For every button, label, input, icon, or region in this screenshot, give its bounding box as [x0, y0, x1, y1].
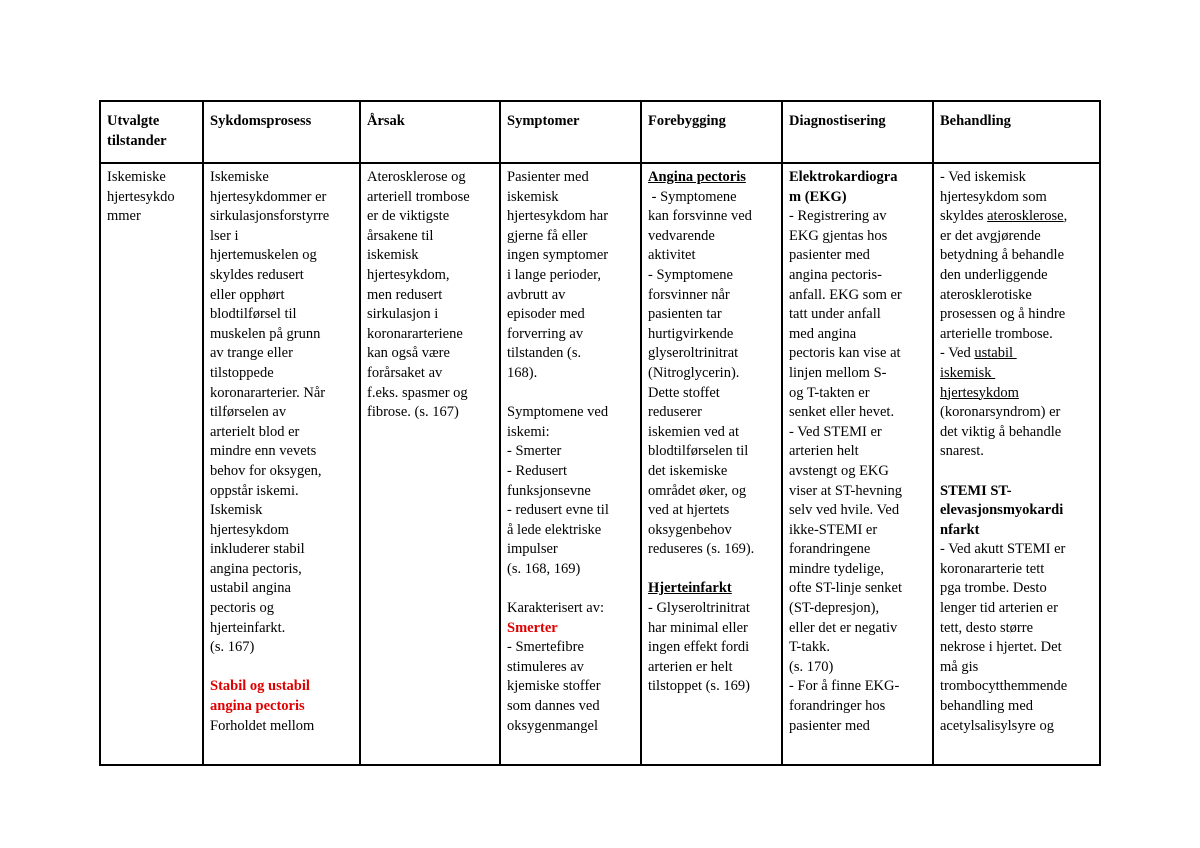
- cell-text-line: - redusert evne til: [507, 502, 609, 519]
- cell-text-line: f.eks. spasmer og: [367, 384, 468, 401]
- cell-text-line: pectoris kan vise at: [789, 345, 901, 362]
- cell-text-line: behandling med: [940, 698, 1034, 715]
- cell-text-line: pasienten tar: [648, 306, 722, 323]
- cell-text-line: pga trombe. Desto: [940, 580, 1047, 597]
- cell-text-line: kan forsvinne ved: [648, 208, 752, 225]
- cell-text-line: - Registrering av: [789, 208, 887, 225]
- cell-text-line: ingen symptomer: [507, 247, 609, 264]
- cell-text-line: lenger tid arterien er: [940, 600, 1058, 617]
- body-cell: [500, 163, 641, 765]
- cell-text-line: EKG gjentas hos: [789, 227, 888, 244]
- cell-text-line: Symptomene ved: [507, 404, 609, 421]
- cell-text-line: Elektrokardiogra: [789, 169, 898, 185]
- cell-text-line: Angina pectoris: [648, 169, 746, 185]
- cell-text-line: iskemien ved at: [648, 423, 740, 440]
- header-cell: Symptomer: [500, 101, 641, 163]
- cell-text-line: pasienter med: [789, 247, 870, 264]
- cell-text-line: mindre tydelige,: [789, 560, 885, 577]
- cell-text-line: forandringer hos: [789, 698, 886, 715]
- cell-text-line: selv ved hvile. Ved: [789, 502, 900, 519]
- cell-text-line: forsvinner når: [648, 286, 730, 303]
- conditions-table: [99, 100, 1101, 766]
- cell-text-line: iskemi:: [507, 423, 550, 440]
- cell-text-line: - For å finne EKG-: [789, 678, 900, 695]
- cell-text-line: arterielt blod er: [210, 423, 300, 440]
- cell-text-line: nfarkt: [940, 521, 980, 538]
- cell-text-line: er det avgjørende: [940, 227, 1041, 244]
- cell-text-line: stimuleres av: [507, 658, 584, 675]
- cell-text-line: Dette stoffet: [648, 384, 720, 401]
- cell-text-line: arterielle trombose.: [940, 325, 1053, 342]
- cell-text-line: - Smerter: [507, 443, 562, 460]
- cell-text-line: 168).: [507, 364, 538, 381]
- cell-text-line: ingen effekt fordi: [648, 639, 750, 656]
- cell-text-line: hjertesykdommer er: [210, 188, 327, 205]
- cell-text-line: sirkulasjonsforstyrre: [210, 208, 330, 225]
- cell-text-line: må gis: [940, 658, 979, 675]
- header-cell: Behandling: [933, 101, 1100, 163]
- cell-text-line: blodtilførsel til: [210, 306, 297, 323]
- cell-text-line: oksygenmangel: [507, 717, 599, 734]
- cell-text-line: tilstanden (s.: [507, 345, 582, 362]
- cell-text-line: vedvarende: [648, 227, 715, 244]
- cell-text-line: ofte ST-linje senket: [789, 580, 903, 597]
- cell-text-line: angina pectoris,: [210, 560, 302, 577]
- cell-text-line: angina pectoris: [210, 698, 305, 715]
- cell-text-line: viser at ST-hevning: [789, 482, 903, 499]
- cell-text-line: hjerteinfarkt.: [210, 619, 286, 636]
- cell-text-line: ustabil angina: [210, 580, 291, 597]
- cell-text-line: [507, 579, 636, 599]
- cell-text-line: den underliggende: [940, 266, 1048, 283]
- cell-text-line: blodtilførselen til: [648, 443, 749, 460]
- cell-text-line: av trange eller: [210, 345, 293, 362]
- cell-text-line: nekrose i hjertet. Det: [940, 639, 1062, 656]
- cell-text-line: arterien er helt: [648, 658, 733, 675]
- cell-text-line: Aterosklerose og: [367, 169, 466, 185]
- cell-text-line: koronararterier. Når: [210, 384, 326, 401]
- cell-text-line: aterosklerotiske: [940, 286, 1032, 303]
- cell-text-line: funksjonsevne: [507, 482, 591, 499]
- cell-text-line: linjen mellom S-: [789, 364, 887, 381]
- cell-text-line: inkluderer stabil: [210, 541, 305, 558]
- cell-text-line: kan også være: [367, 345, 450, 362]
- cell-text-line: anfall. EKG som er: [789, 286, 902, 303]
- cell-text-line: oksygenbehov: [648, 521, 732, 538]
- cell-text-line: - Redusert: [507, 462, 567, 479]
- cell-text-line: årsakene til: [367, 227, 434, 244]
- header-cell: Diagnostisering: [782, 101, 933, 163]
- cell-text-line: - Ved STEMI er: [789, 423, 882, 440]
- cell-text-line: - Glyseroltrinitrat: [648, 600, 750, 617]
- cell-text-line: området øker, og: [648, 482, 747, 499]
- cell-text-line: forandringene: [789, 541, 871, 558]
- cell-text-line: snarest.: [940, 443, 984, 460]
- cell-text-line: acetylsalisylsyre og: [940, 717, 1054, 734]
- cell-text-line: - Ved iskemisk: [940, 169, 1026, 185]
- cell-text-line: (Nitroglycerin).: [648, 364, 740, 381]
- cell-text-line: arterien helt: [789, 443, 859, 460]
- cell-text-line: [507, 384, 636, 404]
- cell-text-line: skyldes redusert: [210, 266, 304, 283]
- cell-text-line: pasienter med: [789, 717, 870, 734]
- cell-text-line: hjertesykdom har: [507, 208, 609, 225]
- cell-text-line: men redusert: [367, 286, 443, 303]
- cell-text-line: behov for oksygen,: [210, 462, 322, 479]
- cell-text-line: Iskemisk: [210, 502, 263, 519]
- cell-text-line: mindre enn vevets: [210, 443, 317, 460]
- cell-text-line: i lange perioder,: [507, 266, 602, 283]
- cell-text-line: å lede elektriske: [507, 521, 602, 538]
- cell-text-line: mmer: [107, 208, 141, 225]
- cell-text-line: - Smertefibre: [507, 639, 584, 656]
- cell-text-line: og T-takten er: [789, 384, 870, 401]
- cell-text-line: impulser: [507, 541, 558, 558]
- cell-text-line: (s. 167): [210, 639, 255, 656]
- cell-text-line: - Symptomene: [648, 266, 733, 283]
- cell-text-line: er de viktigste: [367, 208, 450, 225]
- cell-text-line: (s. 168, 169): [507, 560, 581, 577]
- cell-text-line: - Symptomene: [648, 188, 737, 205]
- cell-text-line: iskemisk: [940, 364, 996, 381]
- cell-text-line: - Ved akutt STEMI er: [940, 541, 1066, 558]
- cell-text-line: hjertesykdom som: [940, 188, 1047, 205]
- cell-text-line: senket eller hevet.: [789, 404, 895, 421]
- cell-text-line: m (EKG): [789, 188, 847, 205]
- cell-text-line: hjertemuskelen og: [210, 247, 317, 264]
- cell-text-line: tilstoppet (s. 169): [648, 678, 750, 695]
- cell-text-line: (s. 170): [789, 658, 834, 675]
- cell-text-line: tett, desto større: [940, 619, 1034, 636]
- cell-text-line: Iskemiske: [107, 169, 166, 185]
- body-cell: [100, 163, 203, 765]
- header-cell: Sykdomsprosess: [203, 101, 360, 163]
- cell-text-line: trombocytthemmende: [940, 678, 1068, 695]
- cell-text-line: episoder med: [507, 306, 585, 323]
- cell-text-line: iskemisk: [367, 247, 419, 264]
- cell-text-line: avbrutt av: [507, 286, 566, 303]
- cell-text-line: reduseres (s. 169).: [648, 541, 755, 558]
- cell-text-line: koronararteriene: [367, 325, 463, 342]
- cell-text-line: (ST-depresjon),: [789, 600, 880, 617]
- body-cell: [641, 163, 782, 765]
- cell-text-line: T-takk.: [789, 639, 830, 656]
- cell-text-line: hjertesykdom: [210, 521, 289, 538]
- cell-text-line: sirkulasjon i: [367, 306, 439, 323]
- cell-text-line: hjertesykdom: [940, 384, 1019, 401]
- cell-text-line: Hjerteinfarkt: [648, 580, 732, 597]
- body-cell: [933, 163, 1100, 765]
- table-row: [100, 163, 1100, 765]
- cell-text-line: aktivitet: [648, 247, 696, 264]
- header-cell: Forebygging: [641, 101, 782, 163]
- cell-text-line: forårsaket av: [367, 364, 443, 381]
- cell-text-line: angina pectoris-: [789, 266, 883, 283]
- cell-text-line: koronararterie tett: [940, 560, 1045, 577]
- cell-text-line: [940, 462, 1095, 482]
- cell-text-line: tatt under anfall: [789, 306, 881, 323]
- body-cell: [782, 163, 933, 765]
- header-row: [100, 101, 1100, 163]
- cell-text-line: glyseroltrinitrat: [648, 345, 739, 362]
- cell-text-line: hjertesykdo: [107, 188, 175, 205]
- cell-text-line: oppstår iskemi.: [210, 482, 299, 499]
- body-cell: [360, 163, 500, 765]
- cell-text-line: det viktig å behandle: [940, 423, 1062, 440]
- cell-text-line: reduserer: [648, 404, 702, 421]
- cell-text-line: det iskemiske: [648, 462, 728, 479]
- cell-text-line: tilførselen av: [210, 404, 287, 421]
- cell-text-line: kjemiske stoffer: [507, 678, 601, 695]
- cell-text-line: pectoris og: [210, 600, 275, 617]
- cell-text-line: tilstoppede: [210, 364, 274, 381]
- cell-text-line: iskemisk: [507, 188, 559, 205]
- cell-text-line: Iskemiske: [210, 169, 269, 185]
- cell-text-line: gjerne få eller: [507, 227, 588, 244]
- cell-text-line: arteriell trombose: [367, 188, 470, 205]
- cell-text-line: hurtigvirkende: [648, 325, 734, 342]
- header-cell: Årsak: [360, 101, 500, 163]
- cell-text-line: som dannes ved: [507, 698, 600, 715]
- cell-text-line: Karakterisert av:: [507, 600, 605, 617]
- cell-text-line: skyldes aterosklerose,: [940, 208, 1068, 225]
- cell-text-line: med angina: [789, 325, 857, 342]
- cell-text-line: elevasjonsmyokardi: [940, 502, 1064, 519]
- cell-text-line: [648, 560, 777, 580]
- body-cell: [203, 163, 360, 765]
- cell-text-line: avstengt og EKG: [789, 462, 889, 479]
- cell-text-line: forverring av: [507, 325, 584, 342]
- cell-text-line: prosessen og å hindre: [940, 306, 1066, 323]
- cell-text-line: muskelen på grunn: [210, 325, 321, 342]
- header-cell: Utvalgte tilstander: [100, 101, 203, 163]
- cell-text-line: betydning å behandle: [940, 247, 1065, 264]
- cell-text-line: STEMI ST-: [940, 482, 1012, 499]
- cell-text-line: eller det er negativ: [789, 619, 898, 636]
- cell-text-line: fibrose. (s. 167): [367, 404, 459, 421]
- cell-text-line: Stabil og ustabil: [210, 678, 310, 695]
- cell-text-line: Forholdet mellom: [210, 717, 315, 734]
- cell-text-line: [210, 658, 355, 678]
- cell-text-line: ikke-STEMI er: [789, 521, 878, 538]
- cell-text-line: lser i: [210, 227, 239, 244]
- cell-text-line: eller opphørt: [210, 286, 285, 303]
- cell-text-line: (koronarsyndrom) er: [940, 404, 1061, 421]
- cell-text-line: ved at hjertets: [648, 502, 730, 519]
- cell-text-line: har minimal eller: [648, 619, 748, 636]
- cell-text-line: Smerter: [507, 619, 558, 636]
- cell-text-line: - Ved ustabil: [940, 345, 1017, 362]
- cell-text-line: hjertesykdom,: [367, 266, 450, 283]
- cell-text-line: Pasienter med: [507, 169, 589, 185]
